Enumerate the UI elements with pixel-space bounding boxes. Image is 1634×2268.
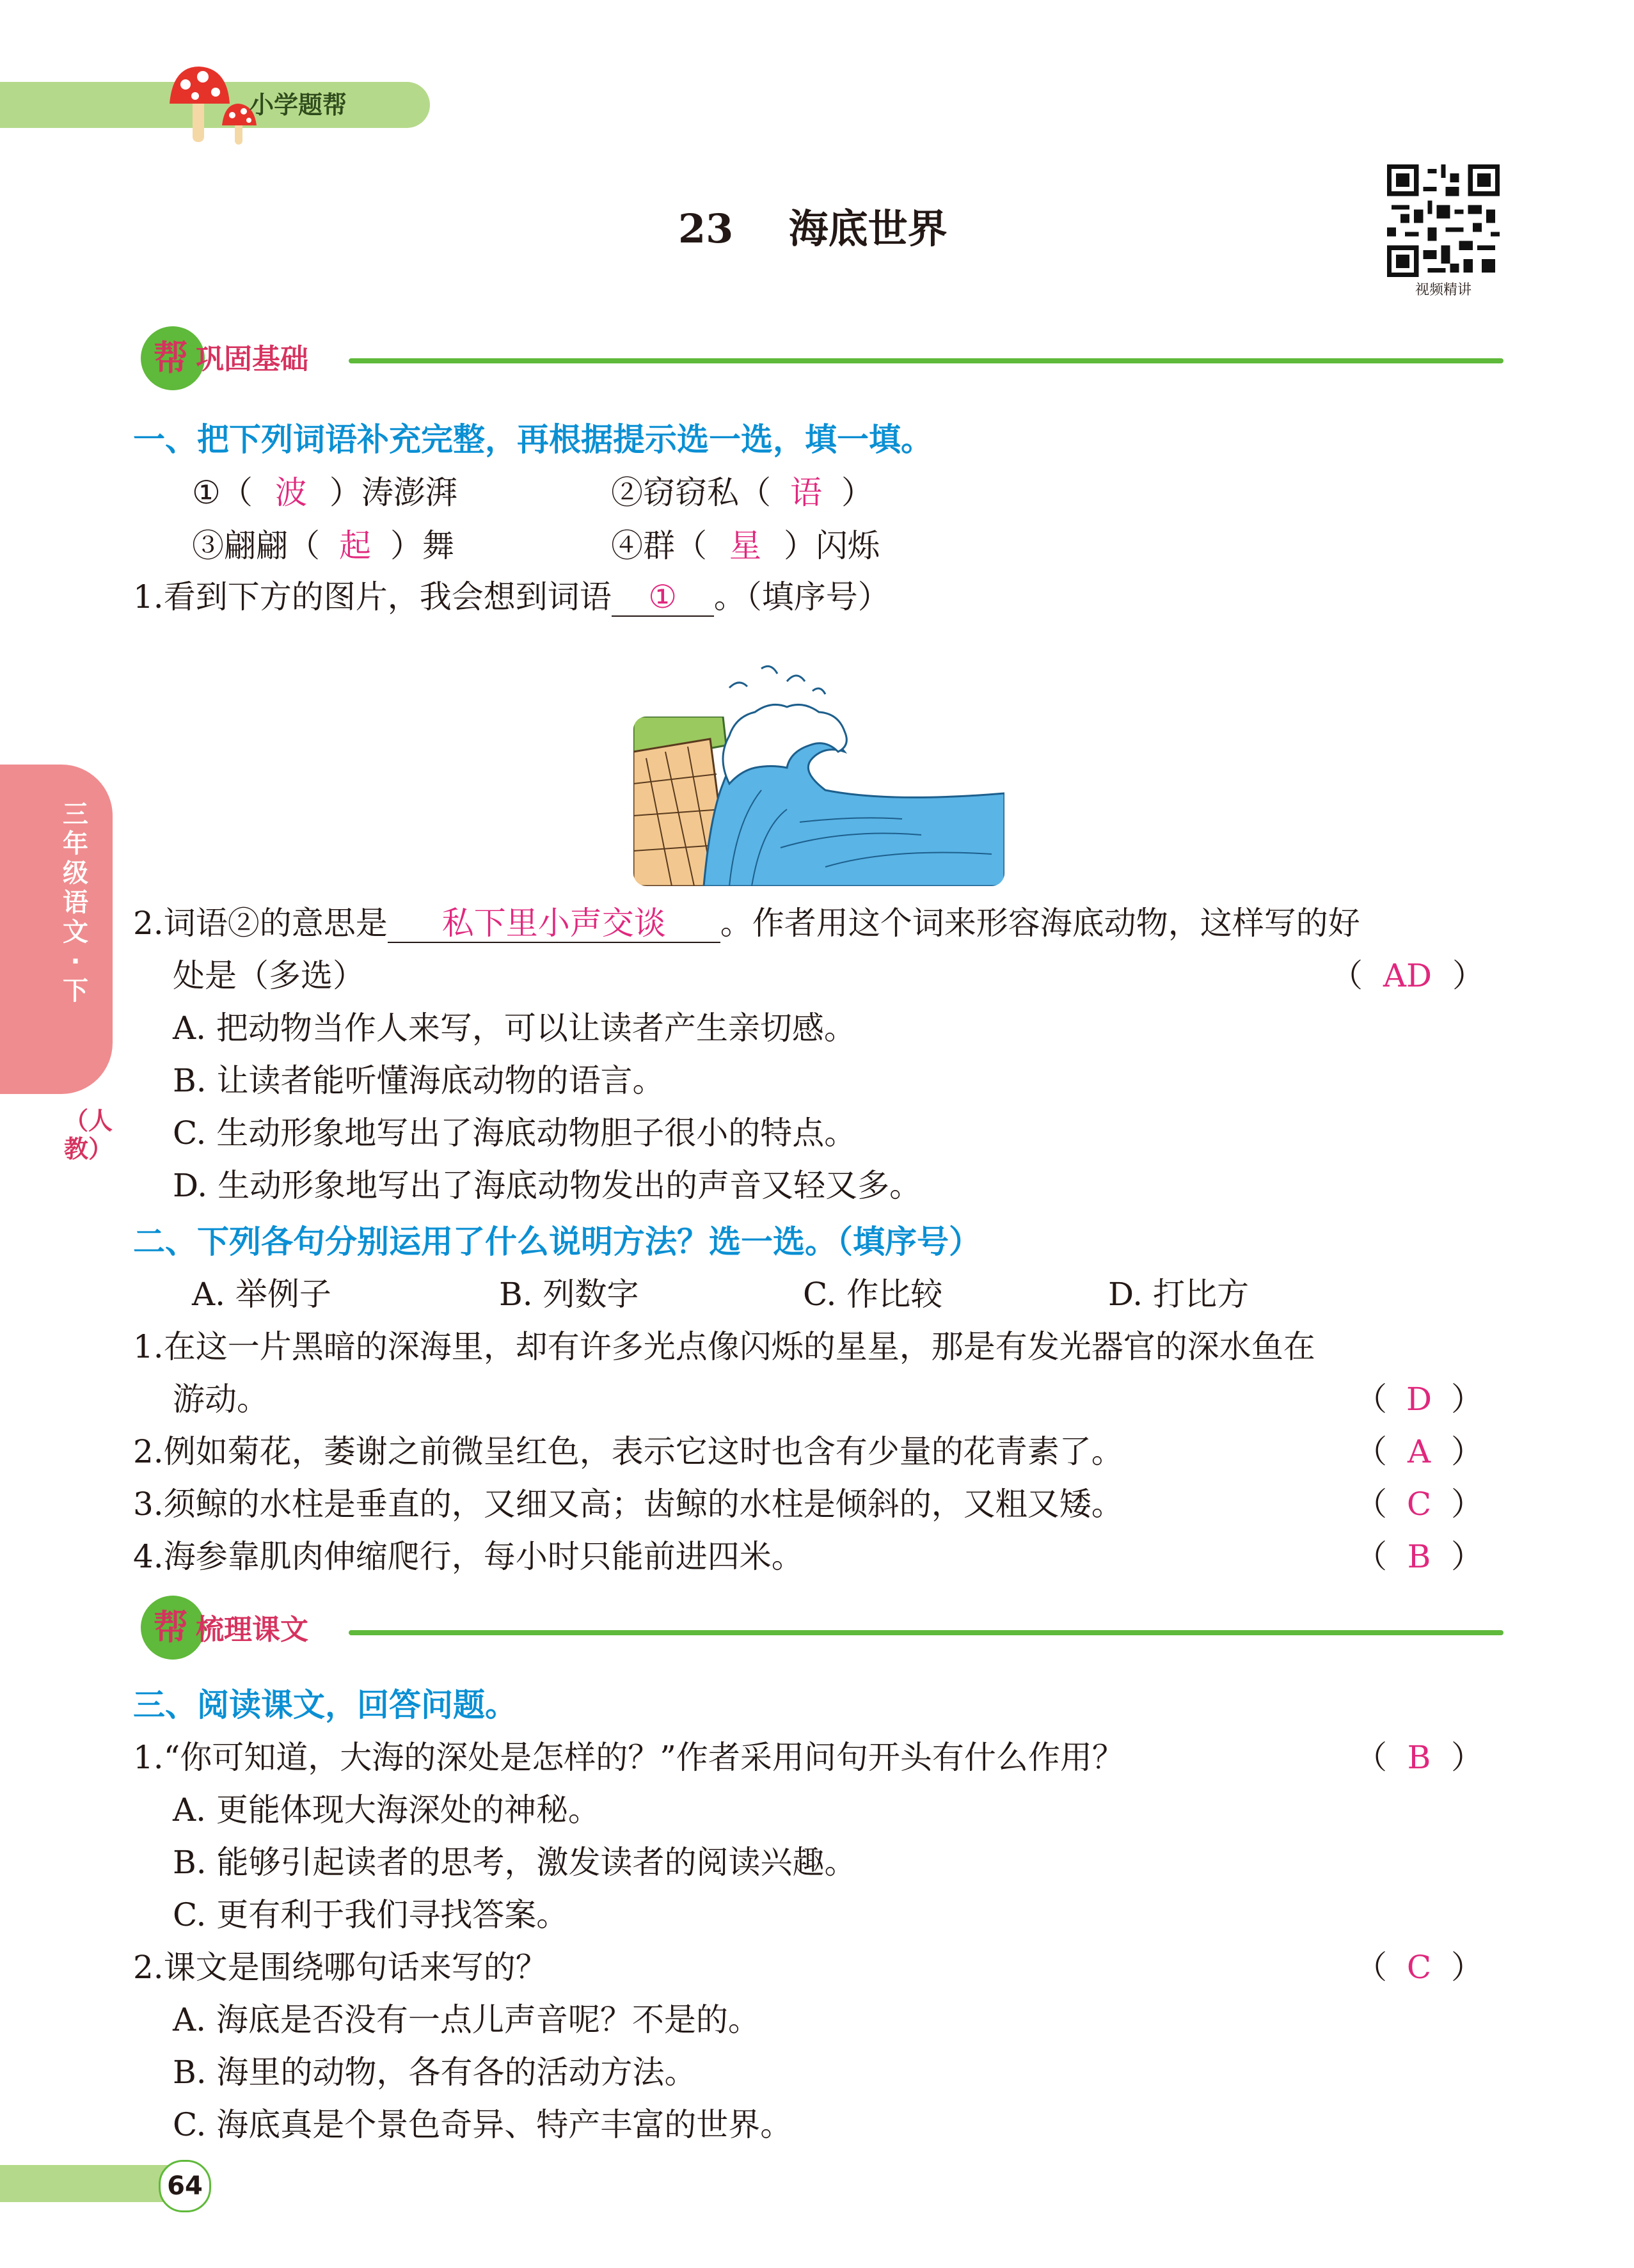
part2-item-1-line2: 游动。 [173,1381,269,1418]
side-tab [0,765,113,1094]
option-a: A. 海底是否没有一点儿声音呢？不是的。 [173,2001,760,2038]
answer-bracket-2-2: （ A ） [1355,1433,1483,1470]
answer-bracket-2-3: （ C ） [1355,1486,1483,1523]
answer-q2: AD [1383,957,1432,994]
word-item-1: ①（ 波 ）涛澎湃 [192,470,457,515]
choice-a: A. 举例子 [192,1276,331,1313]
part1-question-2: 2.词语②的意思是 私下里小声交谈 。作者用这个词来形容海底动物，这样写的好 [133,905,1360,942]
answer-word-4: 星 [729,527,761,564]
side-tab-edition: （人教） [64,1107,113,1163]
side-tab-grade: 三年级语文·下 [63,800,88,1006]
answer-bracket-3-1: （ B ） [1355,1739,1483,1776]
lesson-title: 海底世界 [788,205,948,252]
page-title [678,203,948,255]
choice-b: B. 列数字 [499,1276,639,1313]
answer-word-3: 起 [339,527,371,564]
section-badge: 帮 [154,1607,188,1647]
section-title-consolidate: 巩固基础 [196,343,308,376]
choice-d: D. 打比方 [1108,1276,1249,1313]
part2-item-4: 4.海参靠肌肉伸缩爬行，每小时只能前进四米。 [133,1538,804,1575]
option-b: B. 让读者能听懂海底动物的语言。 [173,1062,665,1099]
choice-c: C. 作比较 [803,1276,943,1313]
answer-word-1: 波 [274,474,307,511]
part2-item-3: 3.须鲸的水柱是垂直的，又细又高；齿鲸的水柱是倾斜的，又粗又矮。 [133,1486,1123,1523]
option-c: C. 生动形象地写出了海底动物胆子很小的特点。 [173,1114,857,1152]
option-a: A. 把动物当作人来写，可以让读者产生亲切感。 [173,1010,856,1047]
answer-bracket-3-2: （ C ） [1355,1949,1483,1986]
option-b: B. 海里的动物，各有各的活动方法。 [173,2054,697,2091]
part3-question-2: 2.课文是围绕哪句话来写的？ [133,1949,548,1986]
part1-heading: 一、把下列词语补充完整，再根据提示选一选，填一填。 [133,421,933,458]
brand-name: 小学题帮 [250,91,347,119]
answer-bracket-2-4: （ B ） [1355,1538,1483,1575]
part2-heading: 二、下列各句分别运用了什么说明方法？选一选。（填序号） [133,1223,981,1260]
answer-meaning: 私下里小声交谈 [388,905,720,943]
answer-bracket-q2: （ AD ） [1331,953,1484,998]
part3-question-1: 1.“你可知道，大海的深处是怎样的？”作者采用问句开头有什么作用？ [133,1739,1124,1776]
option-d: D. 生动形象地写出了海底动物发出的声音又轻又多。 [173,1167,922,1204]
answer-bracket-2-1: （ D ） [1355,1381,1483,1418]
section-title-review: 梳理课文 [196,1614,308,1646]
section-divider [349,358,1503,363]
lesson-number: 23 [678,205,734,252]
word-item-4: ④群（ 星 ）闪烁 [611,523,880,568]
qr-code-icon[interactable] [1387,164,1500,277]
qr-caption: 视频精讲 [1415,282,1471,298]
answer-q1: ① [612,578,714,617]
part1-question-1: 1.看到下方的图片，我会想到词语 ① 。（填序号） [133,578,890,615]
option-a: A. 更能体现大海深处的神秘。 [173,1791,600,1828]
word-item-3: ③翩翩（ 起 ）舞 [192,523,454,568]
part1-question-2-line2: 处是（多选） [173,957,365,994]
option-c: C. 更有利于我们寻找答案。 [173,1896,569,1933]
option-c: C. 海底真是个景色奇异、特产丰富的世界。 [173,2106,793,2143]
answer-word-2: 语 [790,474,822,511]
part2-item-1: 1.在这一片黑暗的深海里，却有许多光点像闪烁的星星，那是有发光器官的深水鱼在 [133,1328,1315,1365]
page-number: 64 [159,2160,211,2212]
section-badge: 帮 [154,338,188,378]
wave-illustration [633,656,1004,886]
option-b: B. 能够引起读者的思考，激发读者的阅读兴趣。 [173,1844,857,1881]
section-divider [349,1630,1503,1635]
part2-item-2: 2.例如菊花，萎谢之前微呈红色，表示它这时也含有少量的花青素了。 [133,1433,1123,1470]
word-item-2: ②窃窃私（ 语 ） [611,470,873,515]
part3-heading: 三、阅读课文，回答问题。 [133,1686,517,1724]
